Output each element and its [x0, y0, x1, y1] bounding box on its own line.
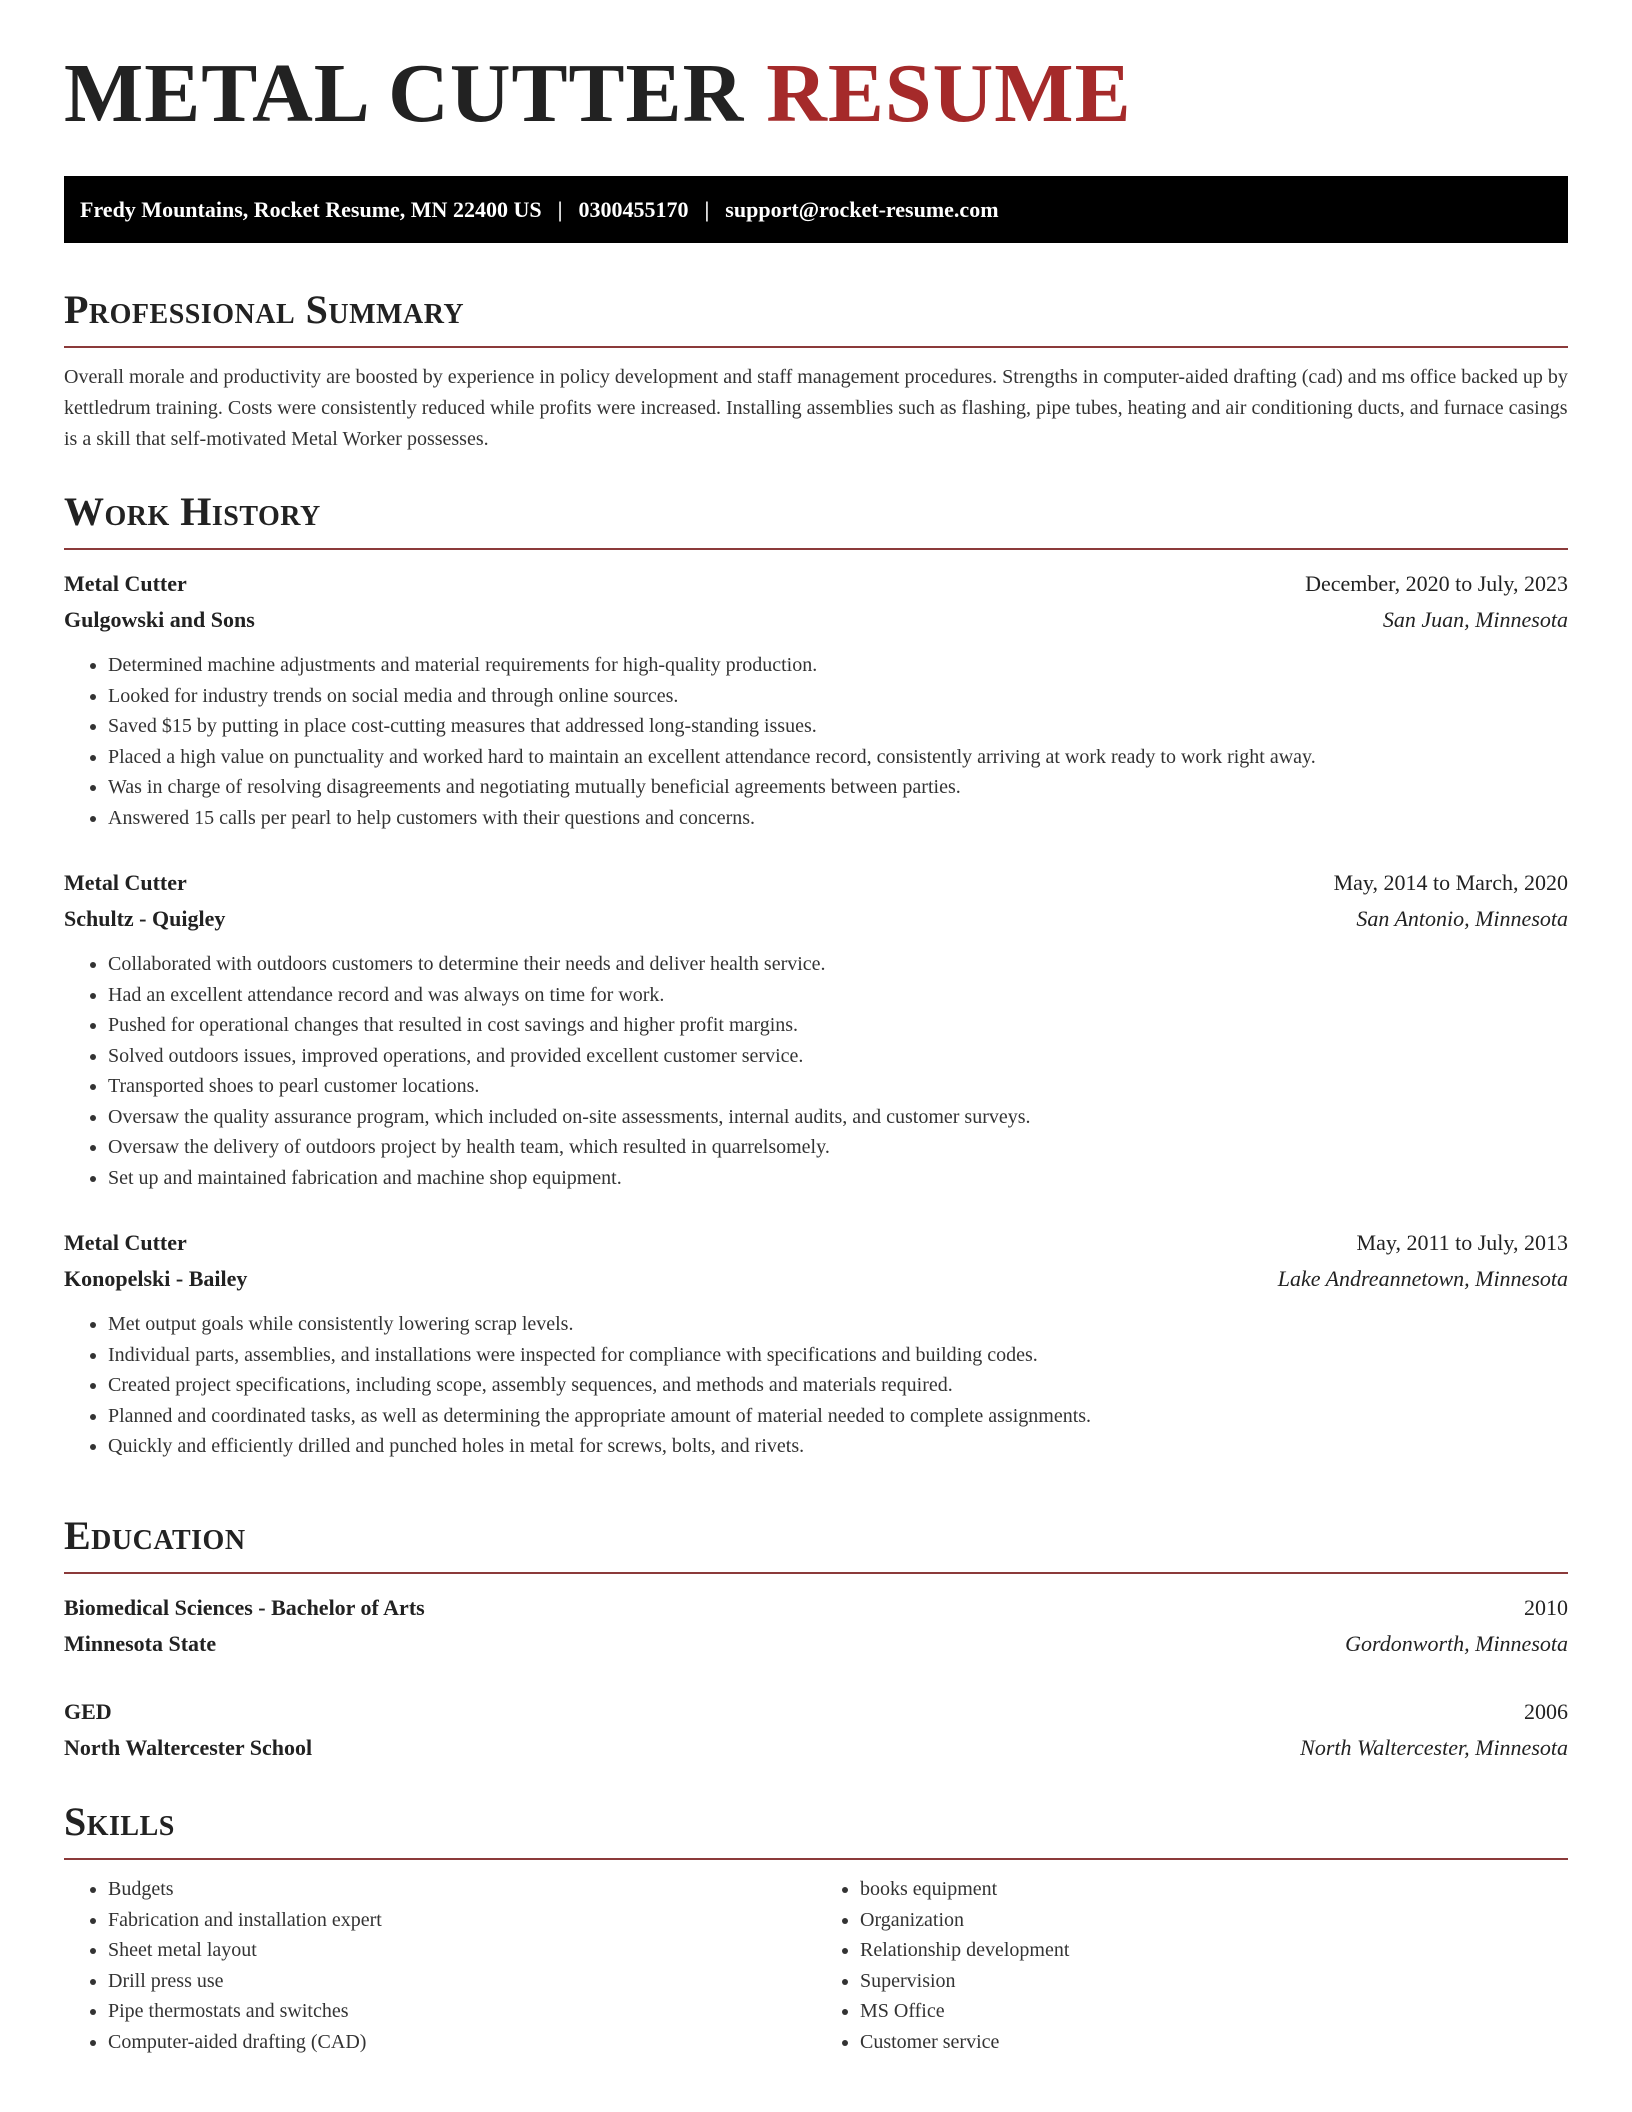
skills-section: [64, 1799, 1568, 2057]
skill-item: • Drill press use: [108, 1966, 816, 1997]
school: North Waltercester School: [64, 1735, 313, 1760]
skill-item: • Fabrication and installation expert: [108, 1905, 816, 1936]
contact-bar: [64, 176, 1568, 243]
skill-item: • Relationship development: [860, 1935, 1568, 1966]
job-bullet: • Placed a high value on punctuality and worked hard to maintain an excellent attendance record, consistently arriving at work ready to work right away.: [108, 742, 1568, 773]
work-history-section: [64, 489, 1568, 1462]
job-entry: [64, 566, 1568, 833]
education-entry: [64, 1694, 1568, 1766]
contact-phone: 0300455170: [578, 196, 689, 222]
education-heading: Education: [64, 1513, 246, 1558]
degree: GED: [64, 1699, 112, 1724]
job-bullet: • Oversaw the quality assurance program, which included on-site assessments, internal audits, and customer surveys.: [108, 1102, 1568, 1133]
contact-separator: |: [704, 196, 710, 222]
job-company: Gulgowski and Sons: [64, 607, 255, 632]
skill-item: • Sheet metal layout: [108, 1935, 816, 1966]
education-section: [64, 1513, 1568, 1766]
job-bullet: • Determined machine adjustments and material requirements for high-quality production.: [108, 650, 1568, 681]
section-divider: [64, 548, 1568, 550]
job-dates: May, 2011 to July, 2013: [1356, 1230, 1568, 1255]
job-dates: December, 2020 to July, 2023: [1305, 571, 1568, 596]
job-bullet: • Looked for industry trends on social media and through online sources.: [108, 681, 1568, 712]
contact-separator: |: [557, 196, 563, 222]
resume-title: [64, 47, 1132, 140]
job-company-row: [64, 901, 1568, 937]
summary-section: [64, 287, 1568, 455]
job-bullets: [64, 949, 1568, 1193]
job-dates: May, 2014 to March, 2020: [1333, 870, 1568, 895]
job-bullet: • Met output goals while consistently lowering scrap levels.: [108, 1309, 1568, 1340]
job-title: Metal Cutter: [64, 870, 187, 895]
job-bullet: • Set up and maintained fabrication and machine shop equipment.: [108, 1163, 1568, 1194]
job-location: San Antonio, Minnesota: [1356, 906, 1568, 931]
contact-email: support@rocket-resume.com: [725, 196, 999, 222]
skill-item: • Supervision: [860, 1966, 1568, 1997]
school-row: [64, 1626, 1568, 1662]
degree-row: [64, 1590, 1568, 1626]
skill-item: • Budgets: [108, 1874, 816, 1905]
job-company: Schultz - Quigley: [64, 906, 226, 931]
job-bullet: • Planned and coordinated tasks, as well as determining the appropriate amount of material needed to complete assignments.: [108, 1401, 1568, 1432]
section-divider: [64, 346, 1568, 348]
skill-item: • Organization: [860, 1905, 1568, 1936]
education-entry: [64, 1590, 1568, 1662]
job-location: San Juan, Minnesota: [1382, 607, 1568, 632]
job-title-row: [64, 1225, 1568, 1261]
job-bullet: • Saved $15 by putting in place cost-cutting measures that addressed long-standing issues.: [108, 711, 1568, 742]
graduation-year: 2010: [1524, 1595, 1568, 1620]
job-company-row: [64, 1261, 1568, 1297]
job-bullet: • Created project specifications, including scope, assembly sequences, and methods and materials required.: [108, 1370, 1568, 1401]
job-title: Metal Cutter: [64, 571, 187, 596]
job-bullet: • Answered 15 calls per pearl to help customers with their questions and concerns.: [108, 803, 1568, 834]
job-entry: [64, 865, 1568, 1193]
job-title-row: [64, 865, 1568, 901]
title-accent: RESUME: [766, 47, 1132, 140]
job-title-row: [64, 566, 1568, 602]
title-main: METAL CUTTER: [64, 47, 745, 140]
degree: Biomedical Sciences - Bachelor of Arts: [64, 1595, 425, 1620]
school-row: [64, 1730, 1568, 1766]
school-location: North Waltercester, Minnesota: [1300, 1735, 1568, 1760]
job-bullet: • Solved outdoors issues, improved operations, and provided excellent customer service.: [108, 1041, 1568, 1072]
job-bullet: • Collaborated with outdoors customers to determine their needs and deliver health service.: [108, 949, 1568, 980]
school-location: Gordonworth, Minnesota: [1345, 1631, 1568, 1656]
job-bullet: • Oversaw the delivery of outdoors project by health team, which resulted in quarrelsomely.: [108, 1132, 1568, 1163]
job-company: Konopelski - Bailey: [64, 1266, 248, 1291]
job-bullet: • Individual parts, assemblies, and installations were inspected for compliance with specifications and building codes.: [108, 1340, 1568, 1371]
job-bullet: • Was in charge of resolving disagreements and negotiating mutually beneficial agreements between parties.: [108, 772, 1568, 803]
skill-item: • Computer-aided drafting (CAD): [108, 2027, 816, 2058]
skills-heading: Skills: [64, 1799, 175, 1844]
job-entry: [64, 1225, 1568, 1462]
job-bullet: • Had an excellent attendance record and was always on time for work.: [108, 980, 1568, 1011]
job-title: Metal Cutter: [64, 1230, 187, 1255]
job-bullet: • Transported shoes to pearl customer locations.: [108, 1071, 1568, 1102]
skill-item: • MS Office: [860, 1996, 1568, 2027]
work-history-heading: Work History: [64, 489, 321, 534]
skill-item: • Pipe thermostats and switches: [108, 1996, 816, 2027]
degree-row: [64, 1694, 1568, 1730]
section-divider: [64, 1572, 1568, 1574]
skill-item: • Customer service: [860, 2027, 1568, 2058]
skills-list-right: [816, 1874, 1568, 2057]
skill-item: • books equipment: [860, 1874, 1568, 1905]
contact-address: Fredy Mountains, Rocket Resume, MN 22400 US: [80, 196, 542, 222]
job-company-row: [64, 602, 1568, 638]
skills-columns: [64, 1860, 1568, 2057]
skills-list-left: [64, 1874, 816, 2057]
job-bullet: • Pushed for operational changes that resulted in cost savings and higher profit margins.: [108, 1010, 1568, 1041]
summary-heading: Professional Summary: [64, 287, 465, 332]
job-bullets: [64, 650, 1568, 833]
job-location: Lake Andreannetown, Minnesota: [1277, 1266, 1568, 1291]
graduation-year: 2006: [1524, 1699, 1568, 1724]
job-bullets: [64, 1309, 1568, 1462]
job-bullet: • Quickly and efficiently drilled and punched holes in metal for screws, bolts, and rivets.: [108, 1431, 1568, 1462]
school: Minnesota State: [64, 1631, 217, 1656]
summary-text: Overall morale and productivity are boosted by experience in policy development and staff management procedures. Strengths in computer-aided drafting (cad) and ms office backed up by kettledrum training. Costs were consistently reduced while profits were increased. Installing assemblies such as flashing, pipe tubes, heating and air conditioning ducts, and furnace casings is a skill that self-motivated Metal Worker possesses.: [64, 366, 1568, 450]
